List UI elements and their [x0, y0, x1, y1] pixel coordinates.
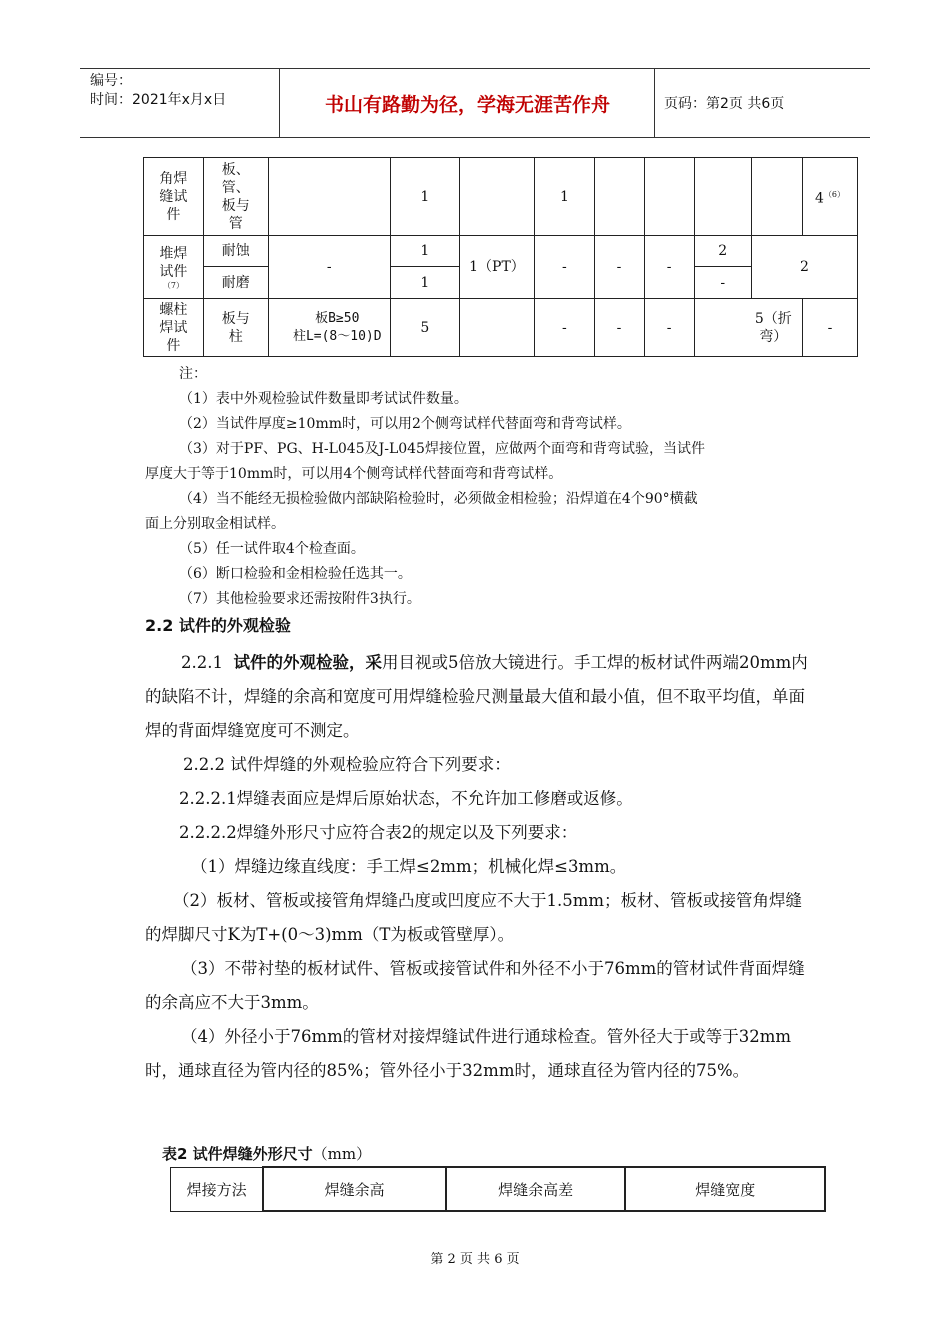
clause-number: 2.2.1 — [181, 653, 223, 672]
footnote-ref: （6） — [823, 189, 846, 199]
page-footer: 第 2 页 共 6 页 — [430, 1252, 520, 1267]
inspection-table — [143, 157, 858, 357]
note-item: （4）当不能经无损检验做内部缺陷检验时，必须做金相检验；沿焊道在4个90°横截 — [179, 491, 698, 507]
section-body — [145, 646, 810, 1088]
paragraph: 2.2.2.1焊缝表面应是焊后原始状态，不允许加工修磨或返修。 — [179, 789, 633, 808]
note-item: （2）当试件厚度≥10mm时，可以用2个侧弯试样代替面弯和背弯试样。 — [179, 416, 631, 432]
cell — [644, 158, 694, 236]
time-label: 时间：2021年x月x日 — [90, 92, 227, 108]
row-spec: - — [268, 236, 390, 299]
cell: 5 — [390, 299, 459, 357]
table2-title: 表2 试件焊缝外形尺寸 — [162, 1145, 313, 1163]
column-header: 焊缝余高 — [263, 1167, 446, 1211]
cell: 1 — [390, 236, 459, 267]
clause-heading: 试件的外观检验，采 — [233, 653, 382, 672]
header-motto: 书山有路勤为径，学海无涯苦作舟 — [281, 69, 655, 137]
paragraph: （2）板材、管板或接管角焊缝凸度或凹度应不大于1.5mm；板材、管板或接管角焊缝的焊脚尺寸K为T+(0～3)mm（T为板或管壁厚）。 — [145, 891, 803, 944]
page-number: 页码：第2页 共6页 — [664, 96, 785, 112]
section-title: 2.2 试件的外观检验 — [145, 616, 291, 635]
weld-dimension-table — [170, 1166, 826, 1212]
cell: - — [594, 236, 644, 299]
cell-value: 4 — [815, 190, 824, 207]
cell — [459, 158, 535, 236]
footnote-ref: （7） — [162, 280, 184, 290]
cell: - — [594, 299, 644, 357]
cell: 1 — [390, 158, 459, 236]
table-header-row — [171, 1167, 826, 1211]
cell — [803, 158, 858, 236]
cell — [751, 158, 802, 236]
paragraph: 2.2.2 试件焊缝的外观检验应符合下列要求： — [183, 755, 511, 774]
cell: 1 — [535, 158, 594, 236]
paragraph — [145, 646, 810, 748]
spec-line: 柱L=(8～10)D — [292, 328, 382, 344]
note-item: 厚度大于等于10mm时，可以用4个侧弯试样代替面弯和背弯试样。 — [145, 466, 563, 482]
table-row — [144, 236, 858, 267]
column-header: 焊缝宽度 — [625, 1167, 825, 1211]
cell — [694, 158, 751, 236]
note-item: 面上分别取金相试样。 — [145, 516, 285, 532]
row-type: 耐磨 — [203, 267, 268, 299]
table2-caption — [162, 1143, 371, 1164]
note-item: （1）表中外观检验试件数量即考试试件数量。 — [179, 391, 468, 407]
cell: 1 — [390, 267, 459, 299]
cell: - — [803, 299, 858, 357]
row-name — [144, 236, 204, 299]
serial-label: 编号： — [90, 73, 132, 89]
spec-line: 板B≥50 — [315, 310, 360, 326]
notes-title: 注： — [179, 366, 207, 382]
row-name: 螺柱焊试件 — [144, 299, 204, 357]
table-row — [144, 158, 858, 236]
row-type: 板与柱 — [203, 299, 268, 357]
row-name: 角焊缝试件 — [144, 158, 204, 236]
row-name-text: 堆焊试件 — [159, 245, 188, 280]
cell: 2 — [751, 236, 857, 299]
note-item: （7）其他检验要求还需按附件3执行。 — [179, 591, 421, 607]
cell — [594, 158, 644, 236]
table-row — [144, 299, 858, 357]
cell: 5（折弯） — [694, 299, 802, 357]
note-item: （5）任一试件取4个检查面。 — [179, 541, 365, 557]
paragraph: 2.2.2.2焊缝外形尺寸应符合表2的规定以及下列要求： — [179, 823, 578, 842]
paragraph: （3）不带衬垫的板材试件、管板或接管试件和外径不小于76mm的管材试件背面焊缝的余高应不大于3mm。 — [145, 959, 805, 1012]
cell: - — [644, 299, 694, 357]
table-notes — [145, 362, 815, 612]
cell: 2 — [694, 236, 751, 267]
table2-unit: （mm） — [312, 1145, 372, 1163]
cell: - — [535, 236, 594, 299]
cell: - — [535, 299, 594, 357]
note-item: （6）断口检验和金相检验任选其一。 — [179, 566, 412, 582]
row-type: 板、管、板与管 — [203, 158, 268, 236]
clause-text: 用目视或5倍放大镜进行。手工焊的板材试件两端20mm内的缺陷不计，焊缝的余高和宽度可用焊缝检验尺测量最大值和最小值，但不取平均值，单面焊的背面焊缝宽度可不测定。 — [145, 653, 808, 740]
cell: - — [694, 267, 751, 299]
cell: 1（PT） — [459, 236, 535, 299]
paragraph: （1）焊缝边缘直线度：手工焊≤2mm；机械化焊≤3mm。 — [191, 857, 627, 876]
paragraph: （4）外径小于76mm的管材对接焊缝试件进行通球检查。管外径大于或等于32mm时，通球直径为管内径的85%；管外径小于32mm时，通球直径为管内径的75%。 — [145, 1027, 792, 1080]
cell: - — [644, 236, 694, 299]
row-spec — [268, 299, 390, 357]
page-header — [80, 68, 870, 138]
column-header: 焊接方法 — [171, 1167, 264, 1211]
row-spec — [268, 158, 390, 236]
cell — [459, 299, 535, 357]
note-item: （3）对于PF、PG、H-L045及J-L045焊接位置，应做两个面弯和背弯试验，当试件 — [179, 441, 705, 457]
header-meta — [80, 69, 280, 137]
column-header: 焊缝余高差 — [446, 1167, 626, 1211]
row-type: 耐蚀 — [203, 236, 268, 267]
